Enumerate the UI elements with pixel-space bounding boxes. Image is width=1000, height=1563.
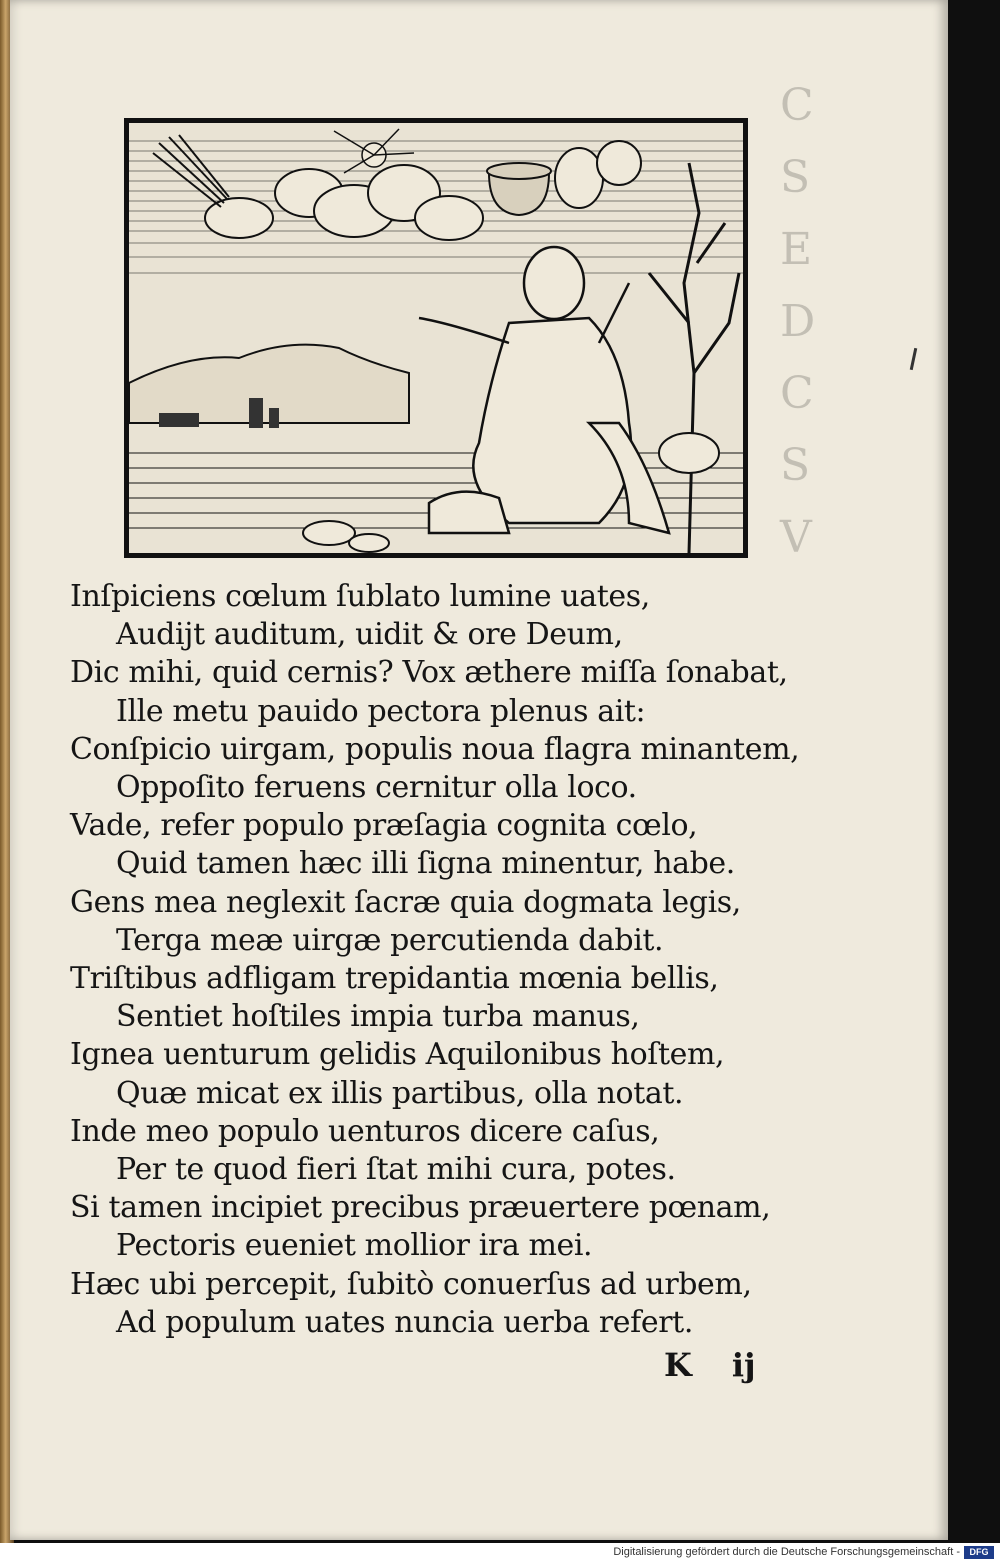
verse-line: Quid tamen hæc illi ſigna minentur, habe. <box>116 846 735 882</box>
verse-line: Terga meæ uirgæ percutienda dabit. <box>116 922 664 958</box>
verse-line: Quæ micat ex illis partibus, olla notat. <box>116 1075 684 1111</box>
verse-line: Si tamen incipiet precibus præuertere pœnam, <box>70 1190 771 1226</box>
dfg-logo: DFG <box>964 1546 994 1559</box>
verse-line: Pectoris eueniet mollior ira mei. <box>116 1228 593 1264</box>
verse-line: Conſpicio uirgam, populis noua flagra minantem, <box>70 731 800 767</box>
signature-numeral: ij <box>731 1346 756 1384</box>
woodcut-drawing <box>129 123 743 553</box>
verse-line: Inde meo populo uenturos dicere caſus, <box>70 1113 660 1149</box>
woodcut-illustration <box>124 118 748 558</box>
signature-letter: K <box>664 1346 692 1384</box>
verse-line: Ille metu pauido pectora plenus ait: <box>116 693 646 729</box>
verse-line: Oppoſito feruens cernitur olla loco. <box>116 770 637 806</box>
verse-line: Triſtibus adfligam trepidantia mœnia bellis, <box>70 961 719 997</box>
verse-line: Inſpiciens cœlum ſublato lumine uates, <box>70 579 650 614</box>
verse-line: Vade, refer populo præſagia cognita cœlo, <box>70 808 698 844</box>
verse-line: Ignea uenturum gelidis Aquilonibus hoſtem, <box>70 1037 725 1073</box>
funding-credit: Digitalisierung gefördert durch die Deutsche Forschungsgemeinschaft - <box>613 1546 960 1558</box>
digitization-footer <box>0 1543 1000 1563</box>
poem-text <box>70 578 870 1342</box>
verse-line: Hæc ubi percepit, ſubitò conuerſus ad urbem, <box>70 1266 752 1302</box>
verse-line: Gens mea neglexit ſacræ quia dogmata legis, <box>70 884 741 920</box>
verse-line: Per te quod fieri ſtat mihi cura, potes. <box>116 1152 676 1188</box>
verse-line: Audijt auditum, uidit & ore Deum, <box>116 617 623 653</box>
bleed-through-text: C S E D C S V <box>780 80 816 563</box>
verse-line: Sentiet hoſtiles impia turba manus, <box>116 999 640 1035</box>
verse-line: Ad populum uates nuncia uerba refert. <box>116 1304 693 1340</box>
verse-line: Dic mihi, quid cernis? Vox æthere miſſa ſonabat, <box>70 655 788 691</box>
signature-mark <box>664 1346 796 1384</box>
